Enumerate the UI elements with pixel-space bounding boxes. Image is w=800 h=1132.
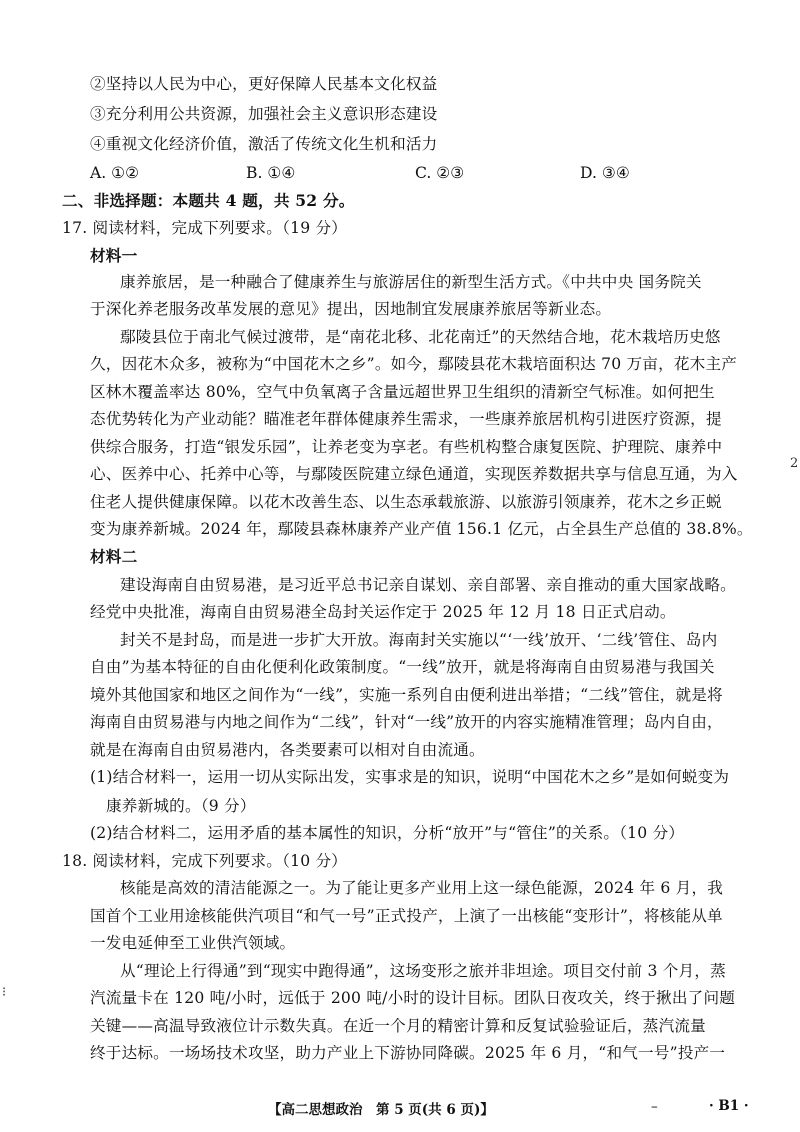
option-item-2: ②坚持以人民为中心，更好保障人民基本文化权益 bbox=[90, 75, 438, 93]
choice-c: C. ②③ bbox=[415, 164, 465, 182]
q18-heading: 18. 阅读材料，完成下列要求。（10 分） bbox=[62, 852, 348, 870]
m2-line: 海南自由贸易港与内地之间作为“二线”，针对“一线”放开的内容实施精准管理；岛内自由， bbox=[90, 713, 723, 731]
m1-line: 供综合服务，打造“银发乐园”，让养老变为享老。有些机构整合康复医院、护理院、康养中 bbox=[90, 438, 723, 456]
choice-a: A. ①② bbox=[90, 164, 140, 182]
choice-d: D. ③④ bbox=[580, 164, 630, 182]
q17-sub2: (2)结合材料二，运用矛盾的基本属性的知识，分析“放开”与“管住”的关系。（10 分） bbox=[90, 824, 685, 842]
m1-line: 态优势转化为产业动能？瞄准老年群体健康养生需求，一些康养旅居机构引进医疗资源，提 bbox=[90, 410, 722, 428]
q18-line: 终于达标。一场场技术攻坚，助力产业上下游协同降碳。2025 年 6 月，“和气一号”投产一 bbox=[90, 1044, 726, 1062]
m2-line: 封关不是封岛，而是进一步扩大开放。海南封关实施以“‘一线’放开、‘二线’管住、岛内 bbox=[120, 631, 718, 649]
q18-line: 核能是高效的清洁能源之一。为了能让更多产业用上这一绿色能源，2024 年 6 月，我 bbox=[120, 879, 724, 897]
material-2-title: 材料二 bbox=[90, 547, 138, 566]
material-1-title: 材料一 bbox=[90, 246, 138, 265]
q18-line: 汽流量卡在 120 吨/小时，远低于 200 吨/小时的设计目标。团队日夜攻关，终于揪出了问题 bbox=[90, 989, 736, 1007]
m2-line: 建设海南自由贸易港，是习近平总书记亲自谋划、亲自部署、亲自推动的重大国家战略。 bbox=[120, 576, 736, 594]
m1-line: 鄢陵县位于南北气候过渡带，是“南花北移、北花南迁”的天然结合地，花木栽培历史悠 bbox=[120, 328, 721, 346]
m2-line: 经党中央批准，海南自由贸易港全岛封关运作定于 2025 年 12 月 18 日正式启动。 bbox=[90, 603, 676, 621]
choice-b: B. ①④ bbox=[246, 164, 296, 182]
paper-code: · B1 · bbox=[709, 1098, 749, 1114]
m1-line: 住老人提供健康保障。以花木改善生态、以生态承载旅游、以旅游引领康养，花木之乡正蜕 bbox=[90, 493, 722, 511]
q17-sub1-cont: 康养新城的。（9 分） bbox=[106, 797, 256, 815]
m2-line: 自由”为基本特征的自由化便利化政策制度。“一线”放开，就是将海南自由贸易港与我国关 bbox=[90, 658, 715, 676]
m1-line: 区林木覆盖率达 80%，空气中负氧离子含量远超世界卫生组织的清新空气标准。如何把生 bbox=[90, 383, 715, 401]
m1-line: 变为康养新城。2024 年，鄢陵县森林康养产业产值 156.1 亿元，占全县生产总值的 38.8%。 bbox=[90, 520, 753, 538]
q18-line: 从“理论上行得通”到“现实中跑得通”，这场变形之旅并非坦途。项目交付前 3 个月，蒸 bbox=[120, 962, 726, 980]
footer-dash: – bbox=[651, 1099, 658, 1115]
section-heading: 二、非选择题：本题共 4 题，共 52 分。 bbox=[62, 191, 355, 210]
option-item-3: ③充分利用公共资源，加强社会主义意识形态建设 bbox=[90, 105, 438, 123]
q18-line: 国首个工业用途核能供汽项目“和气一号”正式投产，上演了一出核能“变形计”，将核能从单 bbox=[90, 907, 723, 925]
q18-line: 关键——高温导致液位计示数失真。在近一个月的精密计算和反复试验验证后，蒸汽流量 bbox=[90, 1017, 706, 1035]
m1-line: 于深化养老服务改革发展的意见》提出，因地制宜发展康养旅居等新业态。 bbox=[90, 300, 612, 318]
m1-line: 康养旅居，是一种融合了健康养生与旅游居住的新型生活方式。《中共中央 国务院关 bbox=[120, 273, 702, 291]
q18-line: 一发电延伸至工业供汽领域。 bbox=[90, 934, 296, 952]
edge-mark-left: ⁝ bbox=[2, 985, 7, 1000]
q17-heading: 17. 阅读材料，完成下列要求。（19 分） bbox=[62, 219, 348, 237]
edge-mark-right: 2 bbox=[790, 456, 799, 471]
m1-line: 心、医养中心、托养中心等，与鄢陵医院建立绿色通道，实现医养数据共享与信息互通，为入 bbox=[90, 465, 738, 483]
q17-sub1: (1)结合材料一，运用一切从实际出发，实事求是的知识，说明“中国花木之乡”是如何蜕变为 bbox=[90, 768, 730, 786]
m2-line: 就是在海南自由贸易港内，各类要素可以相对自由流通。 bbox=[90, 741, 485, 759]
option-item-4: ④重视文化经济价值，激活了传统文化生机和活力 bbox=[90, 135, 438, 153]
m1-line: 久，因花木众多，被称为“中国花木之乡”。如今，鄢陵县花木栽培面积达 70 万亩，花木主产 bbox=[90, 355, 738, 373]
m2-line: 境外其他国家和地区之间作为“一线”，实施一系列自由便利进出举措；“二线”管住，就是将 bbox=[90, 686, 723, 704]
page-footer: 【高二思想政治 第 5 页(共 6 页)】 bbox=[268, 1102, 494, 1118]
